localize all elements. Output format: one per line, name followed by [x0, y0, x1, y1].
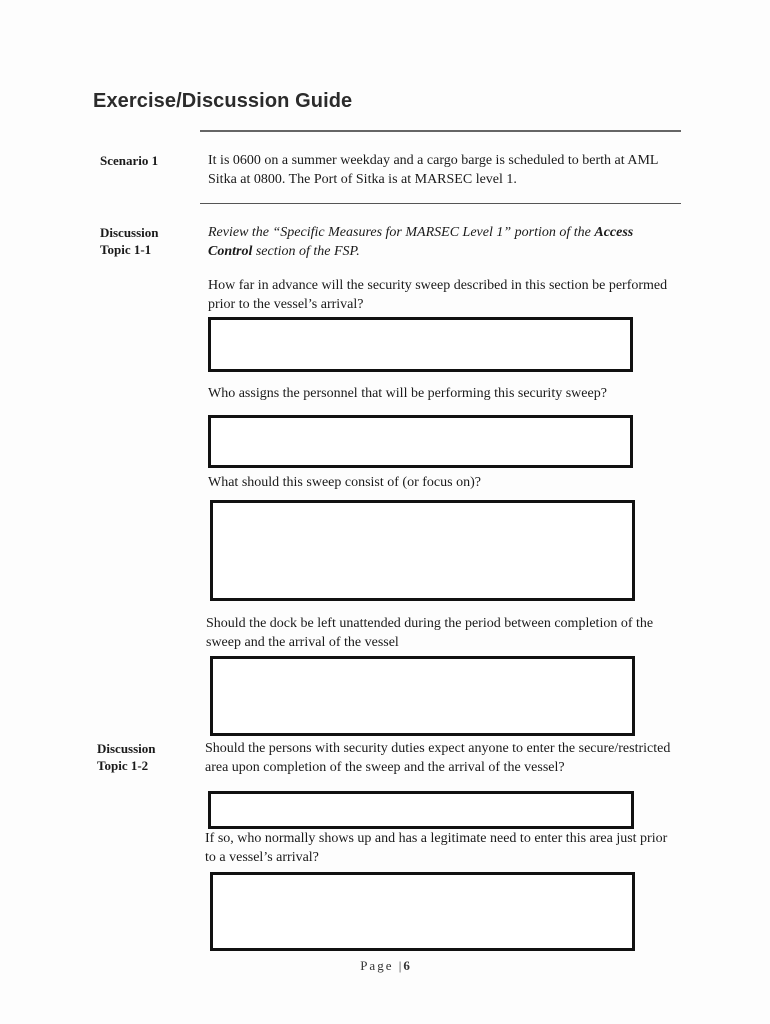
- question-1-1-c: What should this sweep consist of (or focus on)?: [208, 475, 481, 490]
- topic-1-2-label-line1: Discussion: [97, 741, 156, 756]
- question-1-2-b: If so, who normally shows up and has a legitimate need to enter this area just prior to a vessel’s arrival?: [205, 831, 668, 865]
- page-title: Exercise/Discussion Guide: [93, 90, 353, 112]
- title-divider: [200, 130, 681, 132]
- answer-box-1-1-d[interactable]: [210, 656, 635, 736]
- topic-1-2-label: [97, 740, 156, 774]
- scenario-divider: [200, 203, 681, 204]
- answer-box-1-1-a[interactable]: [208, 317, 633, 372]
- instruction-part2: section of the FSP.: [252, 244, 360, 259]
- topic-1-1-label: [100, 224, 159, 258]
- answer-box-1-2-a[interactable]: [208, 791, 634, 829]
- topic-1-1-instruction: [208, 223, 678, 261]
- scenario-text: It is 0600 on a summer weekday and a cargo barge is scheduled to berth at AML Sitka at 0800. The Port of Sitka is at MARSEC level 1.: [208, 153, 658, 187]
- scenario-label: Scenario 1: [100, 153, 159, 168]
- answer-box-1-1-b[interactable]: [208, 415, 633, 468]
- question-1-1-d: Should the dock be left unattended during the period between completion of the sweep and the arrival of the vessel: [206, 616, 654, 650]
- question-1-1-b: Who assigns the personnel that will be performing this security sweep?: [208, 386, 607, 401]
- instruction-part1: Review the “Specific Measures for MARSEC Level 1” portion of the: [208, 225, 595, 240]
- answer-box-1-1-c[interactable]: [210, 500, 635, 601]
- instruction-bold: Access Control: [208, 225, 634, 259]
- page-word: Page |: [360, 958, 404, 973]
- topic-1-2-label-line2: Topic 1-2: [97, 758, 149, 773]
- question-1-2-a: Should the persons with security duties expect anyone to enter the secure/restricted area upon completion of the sweep and the arrival of the vessel?: [205, 741, 671, 775]
- answer-box-1-2-b[interactable]: [210, 872, 635, 951]
- page-number: 6: [403, 958, 410, 973]
- page-footer: [0, 958, 770, 974]
- question-1-1-a: How far in advance will the security sweep described in this section be performed prior to the vessel’s arrival?: [208, 278, 668, 312]
- topic-1-1-label-line1: Discussion: [100, 225, 159, 240]
- topic-1-1-label-line2: Topic 1-1: [100, 242, 152, 257]
